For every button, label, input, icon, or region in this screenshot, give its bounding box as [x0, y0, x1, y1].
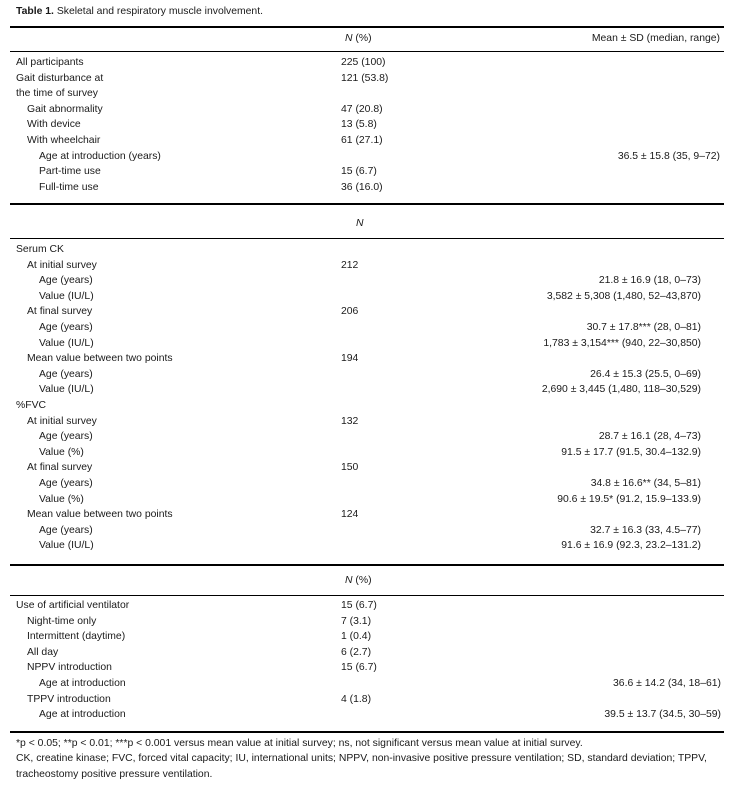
row-label: %FVC: [16, 400, 47, 411]
row-label: Age (years): [39, 368, 93, 380]
row-label: Value (IU/L): [39, 290, 94, 302]
row-label: Serum CK: [16, 244, 64, 255]
row-stat-value: 26.4 ± 15.3 (25.5, 0–69): [590, 368, 701, 380]
row-label: At initial survey: [27, 259, 97, 271]
table-row: [0, 509, 748, 524]
footnote-significance: *p < 0.05; **p < 0.01; ***p < 0.001 versus mean value at initial survey; ns, not significant versus mean value at initial survey.: [16, 738, 583, 749]
table-row: [0, 151, 748, 166]
row-stat-value: 91.5 ± 17.7 (91.5, 30.4–132.9): [561, 446, 701, 458]
row-label: Use of artificial ventilator: [16, 600, 130, 611]
row-stat-value: 91.6 ± 16.9 (92.3, 23.2–131.2): [561, 540, 701, 552]
row-n-value: 124: [341, 509, 359, 521]
row-label: Mean value between two points: [27, 353, 173, 365]
row-label: Age (years): [39, 431, 93, 443]
row-n-value: 121 (53.8): [341, 72, 389, 84]
row-stat-value: 21.8 ± 16.9 (18, 0–73): [598, 275, 701, 287]
row-stat-value: 2,690 ± 3,445 (1,480, 118–30,529): [541, 384, 701, 396]
table-row: [0, 662, 748, 677]
table-row: [0, 384, 748, 399]
table-row: [0, 88, 748, 103]
row-n-value: 15 (6.7): [341, 166, 377, 178]
table-row: [0, 647, 748, 662]
row-label: the time of survey: [16, 88, 99, 100]
table-row: [0, 631, 748, 646]
table-label: Table 1.: [16, 6, 54, 17]
row-n-value: 13 (5.8): [341, 119, 377, 131]
row-label: All participants: [16, 57, 84, 68]
table-title: Skeletal and respiratory muscle involvement.: [56, 6, 263, 17]
row-n-value: 15 (6.7): [341, 662, 377, 674]
row-label: Gait abnormality: [27, 103, 103, 115]
row-label: Full-time use: [39, 181, 99, 193]
row-n-value: 6 (2.7): [341, 646, 372, 658]
row-label: With wheelchair: [27, 135, 101, 146]
row-stat-value: 32.7 ± 16.3 (33, 4.5–77): [590, 524, 701, 536]
row-label: Value (IU/L): [39, 337, 94, 349]
section3-top-rule: [10, 564, 724, 566]
table-caption: [16, 6, 263, 17]
section2-header-rule: [10, 238, 724, 239]
row-label: Age (years): [39, 524, 93, 536]
table-row: [0, 400, 748, 415]
row-label: Value (%): [39, 493, 84, 505]
section1-n-header: N (%): [345, 33, 372, 44]
row-label: At initial survey: [27, 415, 97, 427]
row-label: Value (%): [39, 446, 84, 458]
row-n-value: 47 (20.8): [341, 103, 383, 115]
table-row: [0, 338, 748, 353]
row-label: All day: [27, 646, 59, 658]
section2-n-header: N: [356, 218, 364, 229]
row-stat-value: 36.5 ± 15.8 (35, 9–72): [617, 150, 720, 162]
table-row: [0, 291, 748, 306]
row-label: At final survey: [27, 306, 93, 318]
table-row: [0, 119, 748, 134]
table-row: [0, 431, 748, 446]
table-bottom-rule: [10, 731, 724, 733]
row-n-value: 61 (27.1): [341, 135, 383, 146]
row-label: Age at introduction: [39, 709, 126, 721]
table-row: [0, 525, 748, 540]
row-stat-value: 36.6 ± 14.2 (34, 18–61): [613, 678, 721, 689]
table-row: [0, 600, 748, 615]
table-row: [0, 694, 748, 709]
row-label: With device: [27, 119, 81, 131]
row-label: Mean value between two points: [27, 509, 173, 521]
row-label: Age (years): [39, 478, 93, 489]
row-stat-value: 34.8 ± 16.6** (34, 5–81): [590, 478, 701, 489]
row-stat-value: 30.7 ± 17.8*** (28, 0–81): [586, 322, 701, 333]
row-label: Night-time only: [27, 615, 97, 627]
section1-header-rule: [10, 51, 724, 52]
row-label: TPPV introduction: [27, 693, 111, 705]
footnote-abbreviations: CK, creatine kinase; FVC, forced vital capacity; IU, international units; NPPV, non-invasive positive pressure ventilation; SD, standard deviation; TPPV, tracheostomy positive pressure ventilation.: [16, 753, 707, 780]
row-label: Age (years): [39, 275, 93, 287]
section3-header-rule: [10, 595, 724, 596]
row-n-value: 212: [341, 259, 359, 271]
section3-n-header: N (%): [345, 575, 372, 586]
table-row: [0, 540, 748, 555]
table-row: [0, 306, 748, 321]
table-row: [0, 260, 748, 275]
footnotes: [16, 736, 724, 782]
row-label: NPPV introduction: [27, 662, 112, 674]
table-row: [0, 73, 748, 88]
row-n-value: 15 (6.7): [341, 600, 377, 611]
row-n-value: 1 (0.4): [341, 631, 372, 643]
table-row: [0, 447, 748, 462]
row-stat-value: 28.7 ± 16.1 (28, 4–73): [598, 431, 701, 443]
row-label: Value (IU/L): [39, 384, 94, 396]
table-row: [0, 369, 748, 384]
row-n-value: 7 (3.1): [341, 615, 372, 627]
row-label: Intermittent (daytime): [27, 631, 126, 643]
table-row: [0, 494, 748, 509]
table-row: [0, 135, 748, 150]
row-label: Value (IU/L): [39, 540, 94, 552]
section2-top-rule: [10, 203, 724, 205]
table-row: [0, 57, 748, 72]
row-n-value: 206: [341, 306, 359, 318]
table-row: [0, 478, 748, 493]
row-n-value: 150: [341, 462, 359, 474]
table-row: [0, 678, 748, 693]
row-label: Gait disturbance at: [16, 72, 104, 84]
section1-stat-header: Mean ± SD (median, range): [591, 33, 720, 44]
table-row: [0, 275, 748, 290]
row-stat-value: 3,582 ± 5,308 (1,480, 52–43,870): [546, 290, 701, 302]
table-row: [0, 104, 748, 119]
row-label: Age at introduction (years): [39, 150, 161, 162]
row-n-value: 36 (16.0): [341, 181, 383, 193]
row-label: Part-time use: [39, 166, 101, 178]
row-stat-value: 39.5 ± 13.7 (34.5, 30–59): [604, 709, 721, 721]
row-stat-value: 1,783 ± 3,154*** (940, 22–30,850): [543, 337, 701, 349]
row-label: Age at introduction: [39, 678, 126, 689]
table-row: [0, 166, 748, 181]
row-n-value: 225 (100): [341, 57, 386, 68]
row-n-value: 194: [341, 353, 359, 365]
table-row: [0, 322, 748, 337]
table-row: [0, 709, 748, 724]
row-label: Age (years): [39, 322, 93, 333]
table-top-rule: [10, 26, 724, 28]
table-row: [0, 416, 748, 431]
table-row: [0, 462, 748, 477]
table-row: [0, 353, 748, 368]
row-n-value: 4 (1.8): [341, 693, 372, 705]
table-row: [0, 244, 748, 259]
table-row: [0, 182, 748, 197]
row-label: At final survey: [27, 462, 93, 474]
row-stat-value: 90.6 ± 19.5* (91.2, 15.9–133.9): [557, 493, 701, 505]
row-n-value: 132: [341, 415, 359, 427]
table-row: [0, 616, 748, 631]
